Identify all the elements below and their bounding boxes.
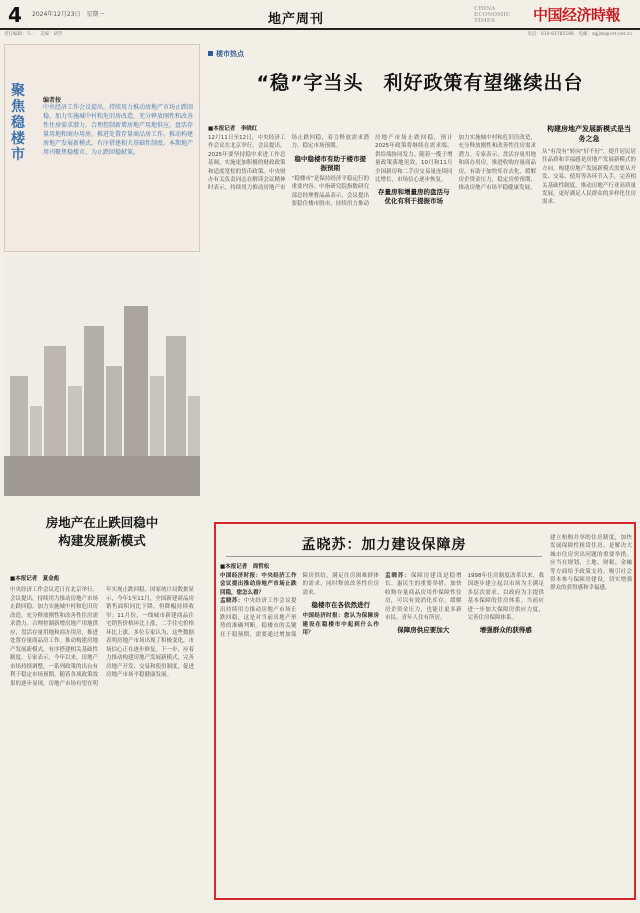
page-number: 4 xyxy=(8,3,22,27)
main-byline: ■本报记者 李晓红 xyxy=(208,126,258,132)
interview-byline: ■本报记者 周哲松 xyxy=(220,564,270,570)
section-name: 地产周刊 xyxy=(268,12,325,27)
main-article-body xyxy=(208,134,536,520)
main-subhead-2: 存量房和增量房的盘活与优化有利于提振市场 xyxy=(378,188,450,206)
main-para-1: 12月11日至12日，中央经济工作会议在北京举行。会议提出，2025年要坚持稳中求进工作总基调，实施更加积极的财政政策和适度宽松的货币政策。中央财办有关负责同志在解读会议精神时表示，持续用力推动房地产市场止跌回稳，着力释放需求潜力，稳定市场预期。 xyxy=(208,135,369,192)
main-para-3: 加力实施城中村和危旧房改造，充分释放刚性和改善性住房需求潜力。专家表示，盘活存量用地和商办用房，推进收购存量商品房，有助于加快库存去化，缓解房企资金压力，稳定房价预期，推动房地产市场平稳健康发展。 xyxy=(458,135,536,192)
left-article-body: 中央经济工作会议近日在北京举行。会议提出，持续用力推动房地产市场止跌回稳，加力实施城中村和危旧房改造，充分释放刚性和改善性住房需求潜力。合理控制新增房地产用地供应，盘活存量用地和商办用房，推进处置存量商品房工作。推动构建房地产发展新模式，有序搭建相关基础性制度。专家表示，今年以来，房地产市场持续调整，一系列政策的出台有利于稳定市场预期。随着各项政策效果的逐步显现，房地产市场有望在明年实现止跌回稳。国家统计局数据显示，今年1至11月，全国新建商品房销售面积同比下降，但降幅持续收窄；11月份，一线城市新建商品住宅销售价格环比上涨，二手住宅价格环比上涨。多位专家认为，这些数据表明房地产市场出现了积极变化，市场信心正在逐步修复。下一步，应着力推动构建房地产发展新模式，完善房地产开发、交易和使用制度，促进房地产市场平稳健康发展。 xyxy=(10,587,194,687)
interviewee-name: 孟晓苏： xyxy=(220,598,244,605)
interview-side-column: 建立租购并举的住房制度，加快发展保障性租赁住房，是解决大城市住房突出问题的重要举措。应当在规划、土地、财税、金融等方面给予政策支持，吸引社会资本参与保障房建设，切实增强群众的获得感和幸福感。 xyxy=(550,535,632,592)
interview-answer-3: 1998年住房制度改革以来，我国逐步建立起以市场为主满足多层次需求、以政府为主提供基本保障的住房体系。当前应进一步加大保障房供应力度，完善住房保障体系。 xyxy=(467,573,544,622)
editor-note-box xyxy=(4,44,200,252)
interview-question-1: 中国经济时报：中央经济工作会议提出推动房地产市场止跌回稳，您怎么看？ xyxy=(220,573,297,596)
page-header xyxy=(0,0,640,30)
header-rule xyxy=(0,28,640,30)
issue-date: 2024年12月23日 星期一 xyxy=(32,11,105,18)
topic-square-icon xyxy=(208,51,213,56)
interview-body xyxy=(220,572,544,894)
editor-line xyxy=(4,31,636,39)
interviewee-name-2: 孟晓苏： xyxy=(385,573,411,579)
editor-credits: 责任编辑：马一 美编：胡芳 xyxy=(4,32,63,37)
interview-box xyxy=(214,522,636,900)
city-skyline-photo xyxy=(4,256,200,496)
main-headline: “稳”字当头 利好政策有望继续出台 xyxy=(256,72,584,94)
interview-subhead-1: 稳楼市在各依然进行 xyxy=(311,601,370,610)
interview-question-2: 中国经济时报：您认为保障房建设在稳楼市中起到什么作用？ xyxy=(302,613,379,637)
column-kicker: 聚焦稳楼市 xyxy=(11,83,25,163)
newspaper-logo: 中国经济時報 xyxy=(533,6,621,24)
editor-note-text: 中央经济工作会议提出，持续用力推动房地产市场止跌回稳，加力实施城中村和危旧房改造，充分释放刚性和改善性住房需求潜力。合理控制新增房地产用地供应，盘活存量用地和商办用房，推进处置存量商品房工作。推动构建房地产发展新模式，有序搭建相关基础性制度。本期地产周刊聚焦稳楼市，为止跌回稳献策。 xyxy=(43,104,194,156)
left-column xyxy=(4,44,200,906)
interview-title: 孟晓苏：加力建设保障房 xyxy=(301,537,467,553)
main-area xyxy=(204,44,636,906)
side-article-title: 构建房地产发展新模式是当 务之急 xyxy=(547,125,631,143)
left-article-title: 房地产在止跌回稳中 构建发展新模式 xyxy=(45,515,159,548)
side-article-body: 从“有没有”转向“好不好”，提升居民居住品质和幸福感是房地产发展新模式的方向。构建房地产发展新模式需要从开发、交易、使用等各环节入手，完善相关基础性制度，推动房地产行业高质量发展，更好满足人民群众的多样化住房需求。 xyxy=(542,149,636,206)
main-para-2: “稳楼市”是保持经济平稳运行的重要内容。中指研究院指数研究部总经理曹晶晶表示，会议提出要稳住楼市股市，持续用力推动房地产市场止跌回稳，预计2025年政策将继续在需求端、供给端协同发力。随着一揽子增量政策落地见效，10月和11月全国新房和二手房交易量连续同比增长，市场信心逐步恢复。 xyxy=(291,135,453,208)
side-article xyxy=(542,124,636,534)
interview-title-rule xyxy=(226,556,542,557)
editor-note-label: 编者按 xyxy=(43,97,62,104)
topic-label: 楼市热点 xyxy=(208,49,244,59)
logo-english: CHINA ECONOMIC TIMES xyxy=(474,6,511,24)
left-article-byline: ■本报记者 夏金彪 xyxy=(10,576,60,582)
interview-subhead-2: 保障房供应要加大 xyxy=(397,626,450,635)
contact-info: 电话：010-81785186 电邮：zgjjsb@cet.net.cn xyxy=(527,32,632,37)
main-subhead-1: 稳中稳楼市有助于楼市提振预期 xyxy=(294,154,366,172)
interview-subhead-3: 增强群众的获得感 xyxy=(479,626,532,635)
interview-answer-2: 孟晓苏：保障房建设是稳增长、惠民生的重要举措。加快收购存量商品房用作保障性住房，可以有效消化库存，缓解房企资金压力，也能让更多新市民、青年人住有所居。 xyxy=(385,573,462,622)
interview-answer-1: 孟晓苏：中央经济工作会议提出持续用力推动房地产市场止跌回稳，这是对当前房地产形势的准确判断。稳楼市的关键在于稳预期，需要通过增加保障房供给，满足住房困难群体的需求，同时释放改善性住房需求。 xyxy=(220,573,379,638)
